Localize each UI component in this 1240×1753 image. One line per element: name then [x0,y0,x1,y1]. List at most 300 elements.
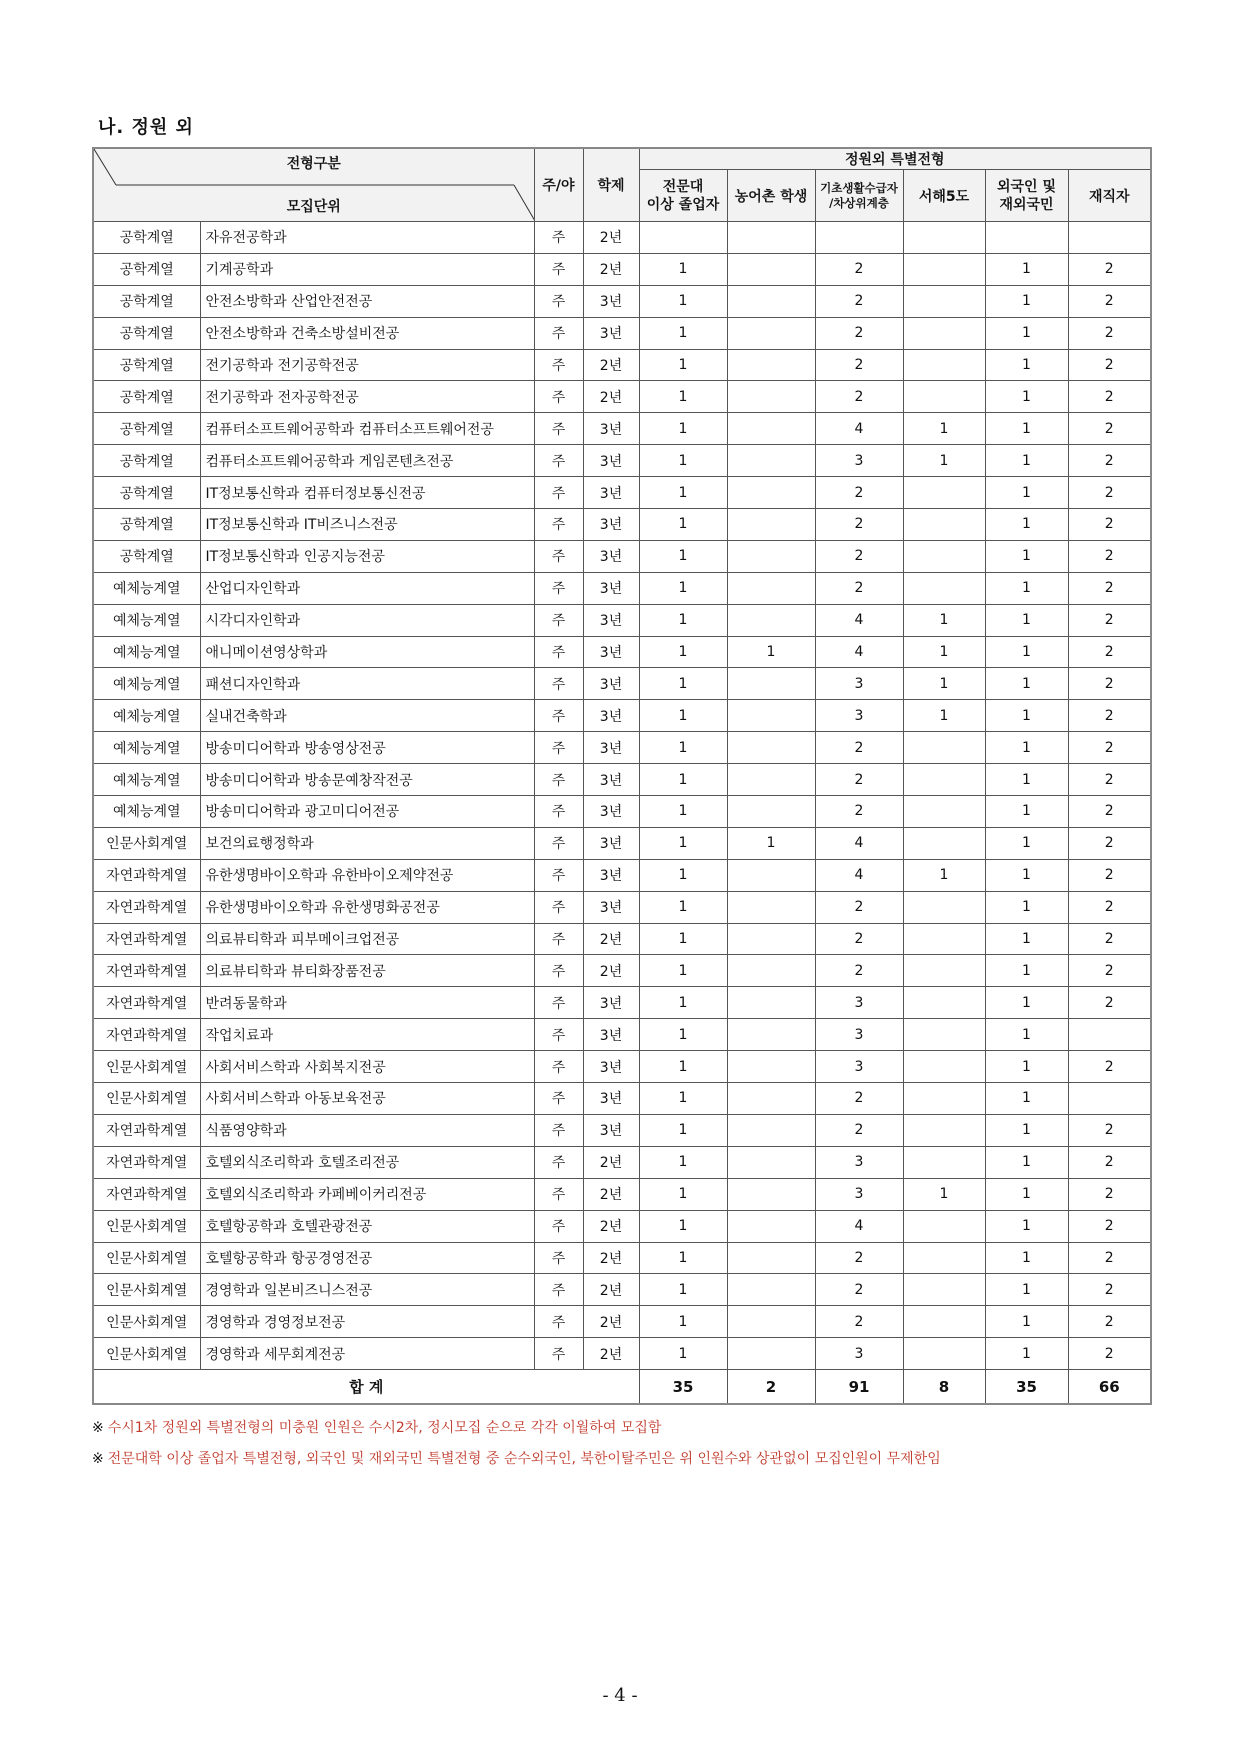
note-mark: ※ [92,1451,104,1467]
table-row [93,253,1151,285]
day-night-cell: 주 [534,253,583,285]
quota-cell: 2 [815,1274,903,1306]
quota-cell: 2 [815,253,903,285]
quota-cell: 2 [1068,413,1151,445]
quota-cell [727,1242,815,1274]
quota-cell: 4 [815,827,903,859]
quota-cell: 2 [1068,509,1151,541]
day-night-cell: 주 [534,1146,583,1178]
quota-cell: 2 [1068,636,1151,668]
quota-cell: 2 [815,349,903,381]
quota-cell: 1 [985,604,1068,636]
quota-cell [903,540,985,572]
field-cell: 자연과학계열 [93,1114,200,1146]
field-cell: 예체능계열 [93,796,200,828]
quota-cell: 2 [1068,1146,1151,1178]
quota-cell: 2 [815,540,903,572]
field-cell: 예체능계열 [93,604,200,636]
quota-cell: 1 [985,700,1068,732]
quota-cell: 1 [639,1019,727,1051]
quota-cell: 1 [639,1242,727,1274]
quota-cell: 1 [985,317,1068,349]
table-row [93,891,1151,923]
table-row [93,668,1151,700]
quota-cell: 4 [815,1210,903,1242]
quota-cell: 1 [639,1338,727,1370]
unit-cell: 경영학과 세무회계전공 [200,1338,534,1370]
table-row [93,700,1151,732]
quota-cell [903,987,985,1019]
table-row [93,955,1151,987]
quota-cell: 1 [985,1274,1068,1306]
years-cell: 3년 [583,540,639,572]
header-col-college-grad: 전문대 이상 졸업자 [639,170,727,222]
quota-cell: 1 [985,668,1068,700]
quota-cell: 2 [1068,445,1151,477]
quota-cell: 1 [639,923,727,955]
header-col-basic-living: 기초생활수급자 /차상위계층 [815,170,903,222]
quota-cell: 1 [639,540,727,572]
quota-cell: 2 [815,732,903,764]
years-cell: 3년 [583,1114,639,1146]
total-label: 합 계 [93,1370,639,1405]
field-cell: 공학계열 [93,477,200,509]
day-night-cell: 주 [534,509,583,541]
quota-cell: 2 [815,764,903,796]
years-cell: 2년 [583,1210,639,1242]
table-row [93,1019,1151,1051]
table-row [93,1114,1151,1146]
quota-cell: 1 [903,859,985,891]
quota-cell: 2 [815,509,903,541]
field-cell: 공학계열 [93,413,200,445]
quota-cell [727,1083,815,1115]
quota-cell [903,764,985,796]
years-cell: 2년 [583,923,639,955]
years-cell: 2년 [583,222,639,254]
quota-cell: 1 [903,636,985,668]
quota-cell: 1 [639,317,727,349]
quota-cell: 1 [985,891,1068,923]
header-col-foreigner: 외국인 및 재외국민 [985,170,1068,222]
quota-cell: 2 [1068,891,1151,923]
unit-cell: IT정보통신학과 인공지능전공 [200,540,534,572]
years-cell: 3년 [583,636,639,668]
total-value: 35 [639,1370,727,1405]
quota-cell: 1 [727,827,815,859]
quota-cell: 4 [815,859,903,891]
quota-cell: 1 [639,796,727,828]
table-row [93,509,1151,541]
day-night-cell: 주 [534,1083,583,1115]
quota-cell: 1 [985,381,1068,413]
quota-cell [903,509,985,541]
quota-cell [727,1019,815,1051]
unit-cell: 호텔항공학과 호텔관광전공 [200,1210,534,1242]
table-row [93,796,1151,828]
quota-cell: 2 [815,572,903,604]
quota-cell: 1 [903,604,985,636]
quota-cell [727,349,815,381]
quota-cell: 2 [1068,1306,1151,1338]
field-cell: 예체능계열 [93,764,200,796]
quota-cell: 1 [639,827,727,859]
quota-cell: 1 [639,285,727,317]
total-value: 66 [1068,1370,1151,1405]
quota-cell [903,381,985,413]
years-cell: 3년 [583,668,639,700]
quota-cell: 2 [1068,1178,1151,1210]
quota-cell [727,700,815,732]
day-night-cell: 주 [534,1274,583,1306]
quota-cell [1068,222,1151,254]
quota-cell: 1 [639,349,727,381]
table-row [93,859,1151,891]
quota-cell [903,827,985,859]
table-row [93,1210,1151,1242]
day-night-cell: 주 [534,859,583,891]
table-row [93,572,1151,604]
years-cell: 3년 [583,413,639,445]
years-cell: 2년 [583,1338,639,1370]
years-cell: 3년 [583,732,639,764]
years-cell: 3년 [583,509,639,541]
quota-cell: 1 [985,1242,1068,1274]
years-cell: 3년 [583,987,639,1019]
quota-cell: 1 [985,540,1068,572]
quota-cell: 2 [1068,955,1151,987]
years-cell: 2년 [583,1178,639,1210]
quota-cell: 2 [1068,253,1151,285]
field-cell: 예체능계열 [93,668,200,700]
quota-cell [903,285,985,317]
quota-cell: 1 [985,1210,1068,1242]
unit-cell: 호텔항공학과 항공경영전공 [200,1242,534,1274]
day-night-cell: 주 [534,477,583,509]
quota-cell: 1 [903,1178,985,1210]
quota-cell [903,955,985,987]
quota-cell [727,445,815,477]
years-cell: 3년 [583,891,639,923]
years-cell: 2년 [583,253,639,285]
quota-cell: 1 [639,955,727,987]
quota-cell [903,1338,985,1370]
quota-cell: 1 [639,668,727,700]
day-night-cell: 주 [534,732,583,764]
quota-cell [727,253,815,285]
quota-cell: 2 [815,923,903,955]
quota-cell: 2 [1068,540,1151,572]
day-night-cell: 주 [534,891,583,923]
header-years: 학제 [583,148,639,222]
quota-cell [903,1306,985,1338]
quota-cell [727,1146,815,1178]
quota-cell: 2 [1068,317,1151,349]
quota-cell: 1 [639,1146,727,1178]
day-night-cell: 주 [534,700,583,732]
header-col-employed: 재직자 [1068,170,1151,222]
quota-cell: 1 [985,1306,1068,1338]
field-cell: 인문사회계열 [93,1274,200,1306]
field-cell: 인문사회계열 [93,1306,200,1338]
quota-cell: 1 [985,796,1068,828]
table-row [93,540,1151,572]
quota-cell [903,891,985,923]
quota-cell [727,1178,815,1210]
field-cell: 자연과학계열 [93,955,200,987]
quota-cell: 2 [1068,859,1151,891]
quota-cell: 2 [1068,987,1151,1019]
years-cell: 3년 [583,285,639,317]
quota-cell: 1 [985,1083,1068,1115]
day-night-cell: 주 [534,1019,583,1051]
day-night-cell: 주 [534,445,583,477]
quota-cell: 1 [639,859,727,891]
day-night-cell: 주 [534,636,583,668]
field-cell: 인문사회계열 [93,1242,200,1274]
unit-cell: 반려동물학과 [200,987,534,1019]
unit-cell: 방송미디어학과 광고미디어전공 [200,796,534,828]
unit-cell: 전기공학과 전자공학전공 [200,381,534,413]
quota-cell: 2 [1068,285,1151,317]
total-value: 35 [985,1370,1068,1405]
quota-cell [727,1306,815,1338]
field-cell: 인문사회계열 [93,1338,200,1370]
note-mark: ※ [92,1420,104,1436]
quota-cell: 1 [985,445,1068,477]
field-cell: 공학계열 [93,253,200,285]
quota-cell: 2 [815,317,903,349]
quota-cell: 2 [815,1306,903,1338]
quota-cell: 1 [639,509,727,541]
quota-cell: 1 [639,700,727,732]
quota-cell: 2 [1068,381,1151,413]
quota-cell [903,1083,985,1115]
quota-cell: 1 [985,1051,1068,1083]
quota-cell [903,477,985,509]
quota-cell: 2 [1068,1338,1151,1370]
quota-cell: 1 [985,732,1068,764]
quota-cell: 3 [815,700,903,732]
day-night-cell: 주 [534,285,583,317]
table-row [93,1083,1151,1115]
quota-cell: 1 [985,477,1068,509]
quota-cell: 1 [639,1274,727,1306]
unit-cell: 안전소방학과 건축소방설비전공 [200,317,534,349]
unit-cell: 기계공학과 [200,253,534,285]
extra-quota-table [92,147,1152,1405]
years-cell: 3년 [583,477,639,509]
field-cell: 자연과학계열 [93,1146,200,1178]
years-cell: 3년 [583,1083,639,1115]
table-row [93,732,1151,764]
day-night-cell: 주 [534,222,583,254]
quota-cell: 2 [1068,1242,1151,1274]
unit-cell: 산업디자인학과 [200,572,534,604]
table-row [93,1178,1151,1210]
quota-cell [903,732,985,764]
quota-cell: 1 [639,572,727,604]
quota-cell: 2 [1068,477,1151,509]
years-cell: 2년 [583,1146,639,1178]
quota-cell [727,413,815,445]
field-cell: 예체능계열 [93,636,200,668]
field-cell: 자연과학계열 [93,859,200,891]
quota-cell: 2 [815,1083,903,1115]
day-night-cell: 주 [534,540,583,572]
quota-cell: 2 [1068,1051,1151,1083]
quota-cell [903,1146,985,1178]
years-cell: 3년 [583,1019,639,1051]
quota-cell: 4 [815,413,903,445]
field-cell: 자연과학계열 [93,1019,200,1051]
day-night-cell: 주 [534,1114,583,1146]
quota-cell: 1 [985,1146,1068,1178]
quota-cell: 1 [639,413,727,445]
quota-cell [1068,1019,1151,1051]
quota-cell: 1 [985,285,1068,317]
quota-cell: 2 [1068,604,1151,636]
table-row [93,445,1151,477]
day-night-cell: 주 [534,1338,583,1370]
table-row [93,987,1151,1019]
unit-cell: 컴퓨터소프트웨어공학과 게임콘텐츠전공 [200,445,534,477]
field-cell: 공학계열 [93,285,200,317]
field-cell: 공학계열 [93,381,200,413]
quota-cell: 2 [1068,827,1151,859]
quota-cell [727,796,815,828]
quota-cell [727,1338,815,1370]
unit-cell: 방송미디어학과 방송영상전공 [200,732,534,764]
field-cell: 공학계열 [93,222,200,254]
field-cell: 자연과학계열 [93,891,200,923]
table-row [93,317,1151,349]
quota-cell: 2 [1068,668,1151,700]
unit-cell: 의료뷰티학과 피부메이크업전공 [200,923,534,955]
field-cell: 공학계열 [93,445,200,477]
note-text: 전문대학 이상 졸업자 특별전형, 외국인 및 재외국민 특별전형 중 순수외국인, 북한이탈주민은 위 인원수와 상관없이 모집인원이 무제한임 [107,1451,941,1467]
quota-cell: 1 [639,732,727,764]
years-cell: 3년 [583,796,639,828]
table-row [93,827,1151,859]
quota-cell: 1 [639,1083,727,1115]
quota-cell: 2 [1068,764,1151,796]
total-value: 91 [815,1370,903,1405]
day-night-cell: 주 [534,955,583,987]
day-night-cell: 주 [534,349,583,381]
quota-cell: 1 [639,1051,727,1083]
section-title: 나. 정원 외 [98,117,194,138]
quota-cell [727,987,815,1019]
quota-cell [727,222,815,254]
quota-cell [727,540,815,572]
quota-cell: 2 [815,955,903,987]
unit-cell: 시각디자인학과 [200,604,534,636]
unit-cell: 실내건축학과 [200,700,534,732]
unit-cell: 자유전공학과 [200,222,534,254]
unit-cell: 방송미디어학과 방송문예창작전공 [200,764,534,796]
years-cell: 2년 [583,955,639,987]
field-cell: 공학계열 [93,317,200,349]
quota-cell: 3 [815,1019,903,1051]
quota-cell [903,1019,985,1051]
years-cell: 3년 [583,764,639,796]
quota-cell [903,1114,985,1146]
quota-cell [727,604,815,636]
quota-cell [727,1274,815,1306]
quota-cell: 2 [1068,732,1151,764]
quota-cell: 1 [639,1114,727,1146]
unit-cell: IT정보통신학과 IT비즈니스전공 [200,509,534,541]
quota-cell [639,222,727,254]
table-row [93,1146,1151,1178]
unit-cell: 패션디자인학과 [200,668,534,700]
quota-cell [727,477,815,509]
quota-cell: 1 [639,1306,727,1338]
quota-cell: 1 [903,413,985,445]
quota-cell: 1 [639,253,727,285]
field-cell: 공학계열 [93,540,200,572]
table-row [93,1242,1151,1274]
header-selection-type: 전형구분 [286,156,341,172]
field-cell: 예체능계열 [93,572,200,604]
quota-cell [903,796,985,828]
day-night-cell: 주 [534,764,583,796]
quota-cell [727,764,815,796]
quota-cell [903,253,985,285]
quota-cell: 1 [985,253,1068,285]
quota-cell: 2 [1068,923,1151,955]
quota-cell: 1 [985,1114,1068,1146]
field-cell: 인문사회계열 [93,1083,200,1115]
field-cell: 자연과학계열 [93,923,200,955]
quota-cell [727,1210,815,1242]
quota-cell: 2 [815,381,903,413]
quota-cell: 1 [985,923,1068,955]
quota-cell [727,381,815,413]
quota-cell [727,1051,815,1083]
quota-cell: 2 [815,1114,903,1146]
quota-cell: 2 [815,477,903,509]
years-cell: 2년 [583,381,639,413]
quota-cell: 3 [815,1338,903,1370]
day-night-cell: 주 [534,1242,583,1274]
day-night-cell: 주 [534,987,583,1019]
unit-cell: 의료뷰티학과 뷰티화장품전공 [200,955,534,987]
table-row [93,604,1151,636]
quota-cell: 2 [815,796,903,828]
day-night-cell: 주 [534,572,583,604]
quota-cell: 1 [903,668,985,700]
unit-cell: 식품영양학과 [200,1114,534,1146]
table-row [93,285,1151,317]
table-row [93,222,1151,254]
quota-cell: 3 [815,1051,903,1083]
quota-cell: 1 [903,700,985,732]
quota-cell: 1 [639,764,727,796]
quota-cell: 1 [639,636,727,668]
quota-cell: 3 [815,668,903,700]
quota-cell: 3 [815,1178,903,1210]
note-text: 수시1차 정원외 특별전형의 미충원 인원은 수시2차, 정시모집 순으로 각각 이월하여 모집함 [107,1420,662,1436]
day-night-cell: 주 [534,1178,583,1210]
field-cell: 인문사회계열 [93,1051,200,1083]
table-row [93,1051,1151,1083]
field-cell: 공학계열 [93,349,200,381]
quota-cell [815,222,903,254]
quota-cell: 1 [985,509,1068,541]
years-cell: 3년 [583,445,639,477]
